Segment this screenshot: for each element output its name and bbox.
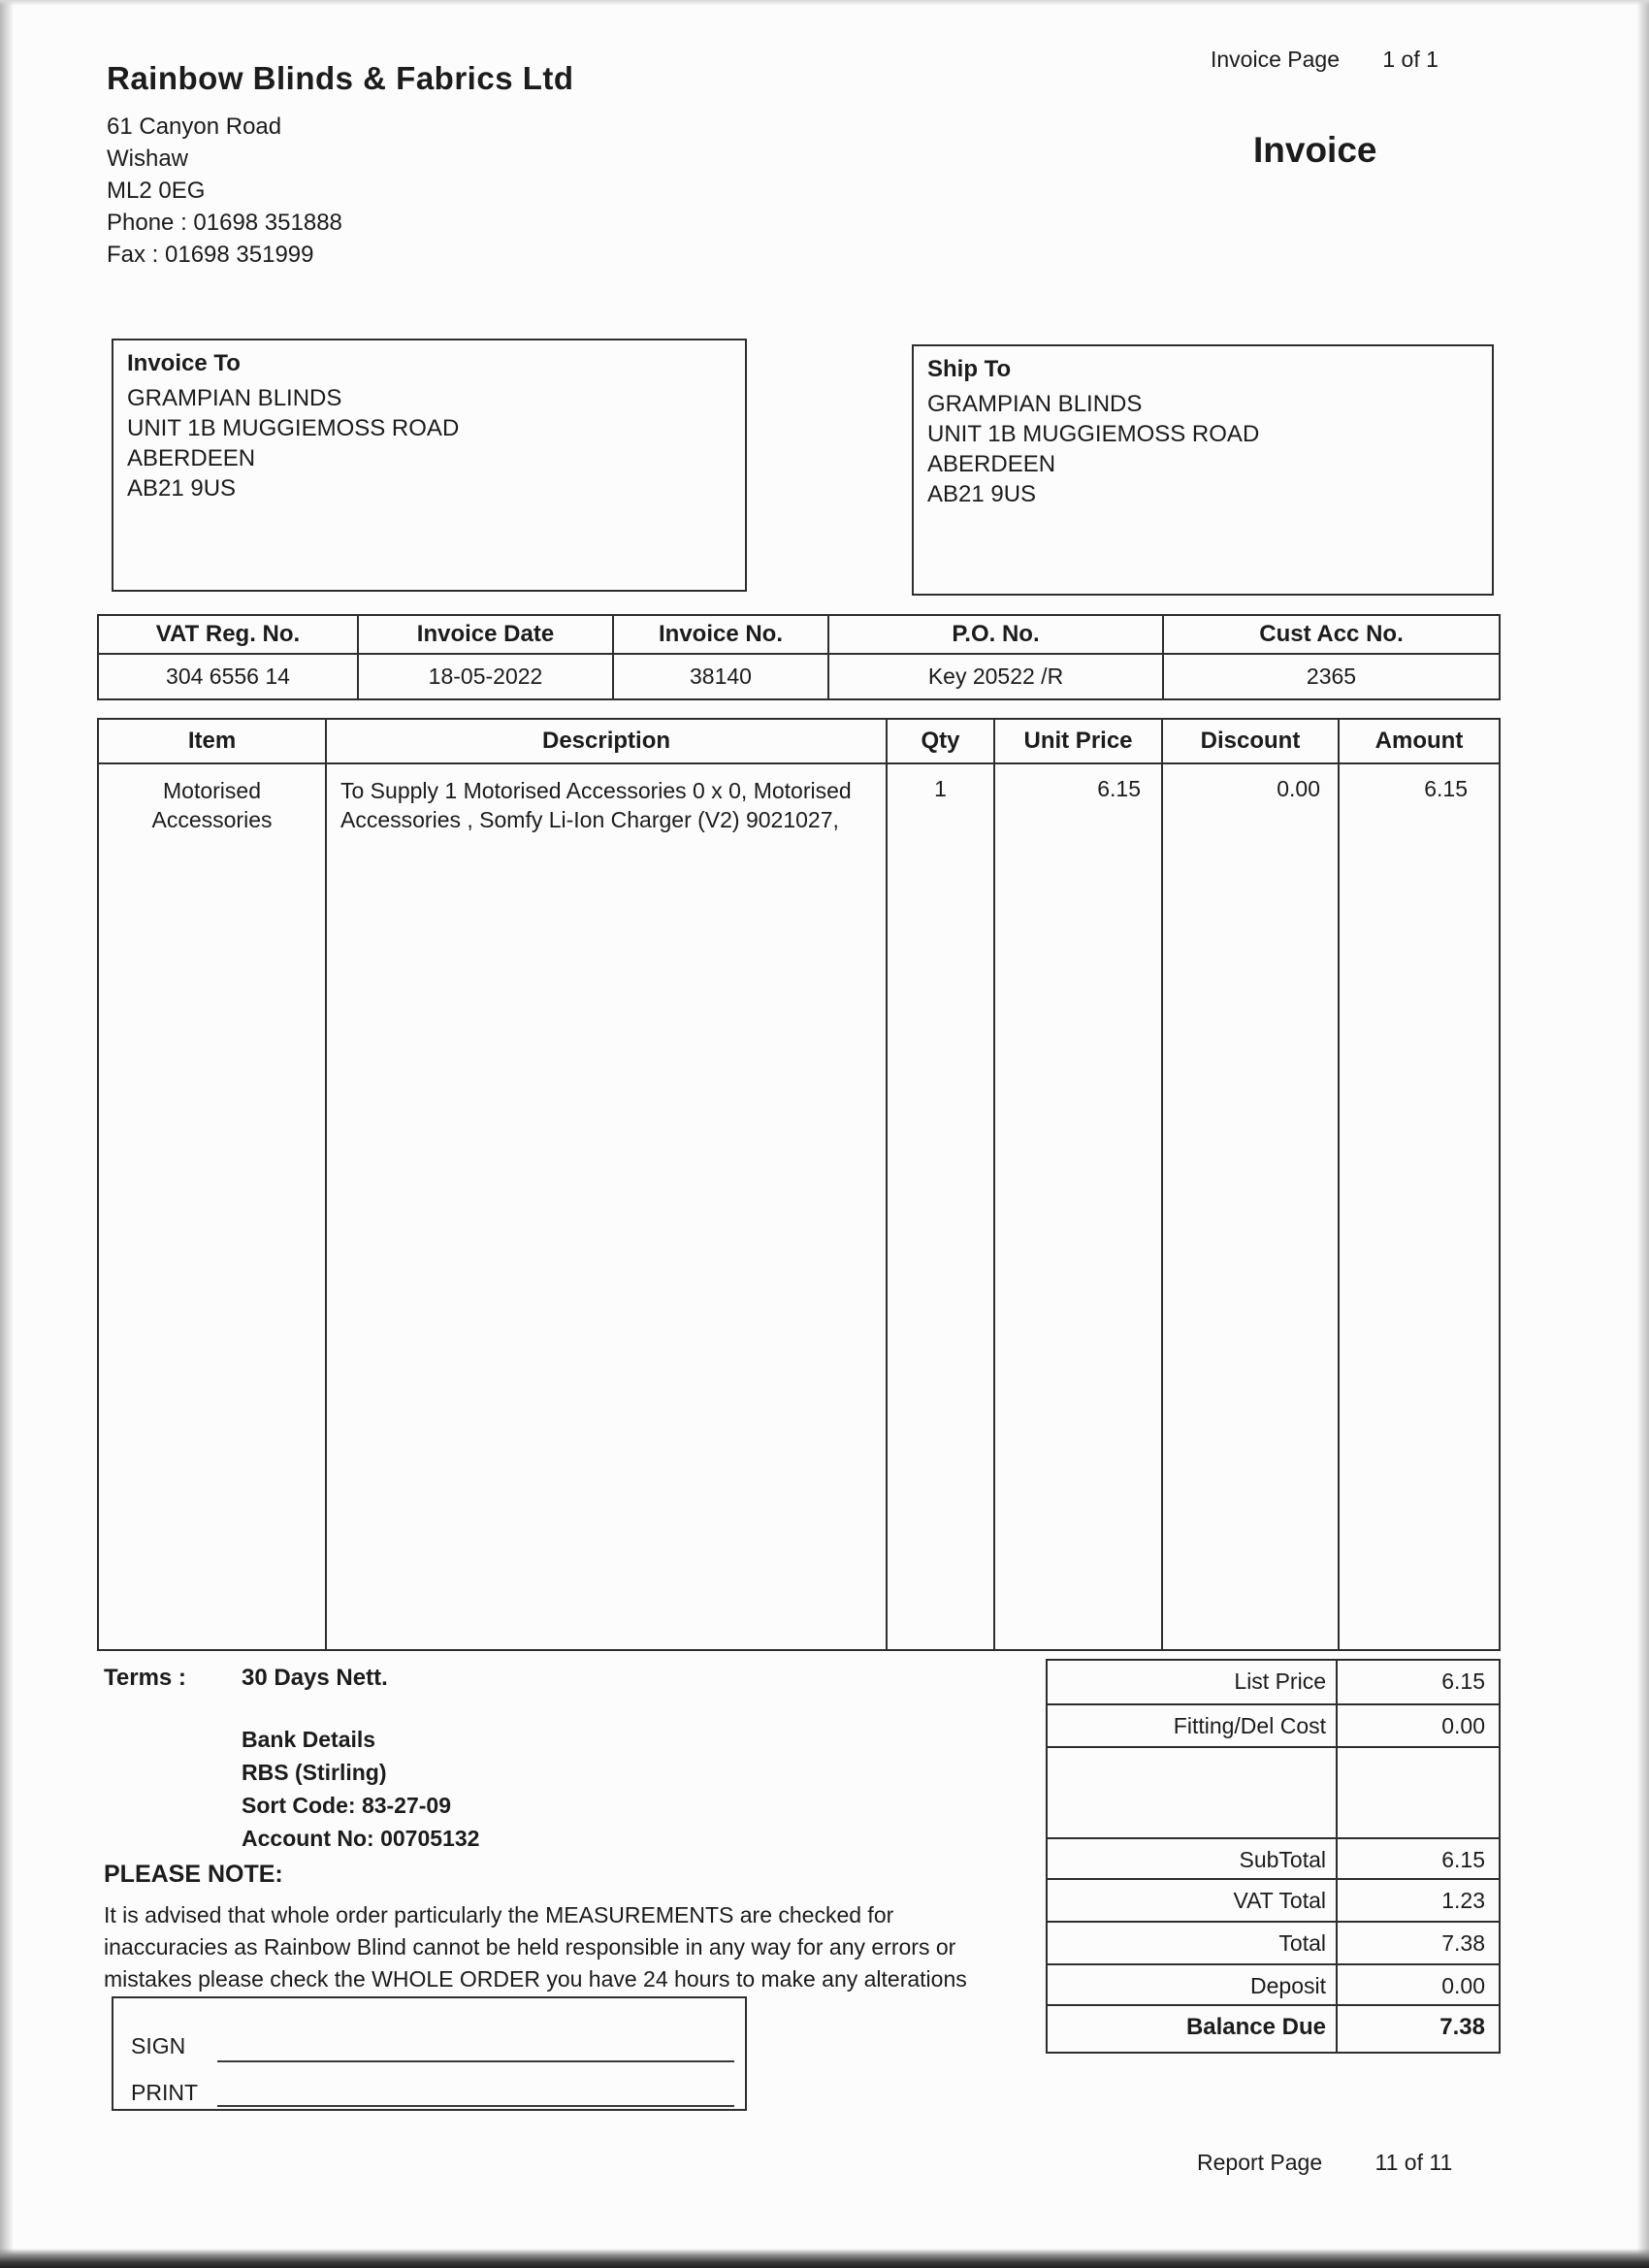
print-line	[217, 2082, 734, 2107]
signature-box	[112, 1996, 747, 2111]
invoice-to-line: AB21 9US	[127, 475, 237, 502]
sign-label: SIGN	[131, 2033, 186, 2058]
invoice-page-value: 1 of 1	[1382, 47, 1439, 72]
item-cell-discount: 0.00	[1161, 764, 1338, 1649]
totals-row-subtotal	[1048, 1839, 1499, 1880]
totals-value: 0.00	[1336, 1705, 1499, 1746]
totals-row-total	[1048, 1923, 1499, 1965]
totals-label: List Price	[1234, 1669, 1326, 1694]
ship-to-line: GRAMPIAN BLINDS	[927, 391, 1143, 417]
item-cell-description: To Supply 1 Motorised Accessories 0 x 0, Motorised Accessories , Somfy Li-Ion Charger (V2) 9021027,	[325, 764, 886, 1649]
totals-row-spacer	[1048, 1748, 1499, 1839]
invoice-to-line: GRAMPIAN BLINDS	[127, 385, 342, 411]
totals-value: 6.15	[1336, 1661, 1499, 1703]
items-header-qty: Qty	[886, 720, 993, 762]
line-items-table	[97, 718, 1501, 1651]
totals-value: 0.00	[1336, 1965, 1499, 2004]
ship-to-box	[912, 344, 1494, 596]
meta-header-row	[99, 616, 1499, 655]
items-header-description: Description	[325, 720, 886, 762]
invoice-to-line: ABERDEEN	[127, 445, 256, 471]
meta-header-date: Invoice Date	[357, 616, 612, 653]
meta-header-vat: VAT Reg. No.	[155, 621, 301, 647]
totals-label: VAT Total	[1233, 1888, 1326, 1913]
invoice-meta-table	[97, 614, 1501, 700]
bank-account-no: Account No: 00705132	[242, 1826, 480, 1851]
please-note-body: It is advised that whole order particularly the MEASUREMENTS are checked for inaccuracies as Rainbow Blind cannot be held responsible in any way for any errors or mistakes please check the WHOLE ORDER you have 24 hours to make any alterations	[104, 1902, 967, 1992]
company-header	[107, 60, 574, 271]
totals-label: SubTotal	[1239, 1847, 1326, 1872]
company-address-line2: Wishaw	[107, 146, 189, 172]
totals-row-fitting-del	[1048, 1705, 1499, 1748]
ship-to-label: Ship To	[927, 356, 1012, 382]
bank-details	[242, 1723, 479, 1855]
totals-label: Balance Due	[1185, 2014, 1326, 2040]
invoice-to-line: UNIT 1B MUGGIEMOSS ROAD	[127, 415, 460, 441]
meta-value-date: 18-05-2022	[357, 655, 612, 698]
report-page-value: 11 of 11	[1374, 2150, 1453, 2175]
item-cell-unit-price: 6.15	[993, 764, 1161, 1649]
items-body-row	[99, 764, 1499, 1649]
invoice-page-label: Invoice Page	[1211, 47, 1340, 72]
report-page-indicator	[1197, 2150, 1452, 2176]
sign-line	[217, 2037, 734, 2062]
meta-value-cust-acc: 2365	[1162, 655, 1499, 698]
please-note-title: PLEASE NOTE:	[104, 1861, 283, 1888]
item-cell-amount: 6.15	[1338, 764, 1499, 1649]
bank-details-title: Bank Details	[242, 1727, 376, 1752]
totals-value: 1.23	[1336, 1880, 1499, 1921]
items-header-row	[99, 720, 1499, 764]
invoice-to-box	[112, 339, 747, 592]
meta-header-cust-acc: Cust Acc No.	[1162, 616, 1499, 653]
terms-value: 30 Days Nett.	[242, 1665, 388, 1691]
totals-value: 7.38	[1336, 2006, 1499, 2052]
ship-to-line: UNIT 1B MUGGIEMOSS ROAD	[927, 421, 1260, 447]
totals-row-deposit	[1048, 1965, 1499, 2006]
meta-value-row	[99, 655, 1499, 698]
terms-label: Terms :	[104, 1665, 186, 1691]
totals-label: Fitting/Del Cost	[1173, 1713, 1326, 1738]
totals-table	[1046, 1659, 1501, 2054]
items-header-amount: Amount	[1338, 720, 1499, 762]
bank-name: RBS (Stirling)	[242, 1760, 387, 1785]
meta-header-po-no: P.O. No.	[827, 616, 1162, 653]
totals-value: 6.15	[1336, 1839, 1499, 1878]
item-cell-qty: 1	[886, 764, 993, 1649]
items-header-item: Item	[187, 728, 237, 754]
totals-label: Total	[1278, 1930, 1326, 1956]
totals-row-vat-total	[1048, 1880, 1499, 1923]
items-header-discount: Discount	[1161, 720, 1338, 762]
meta-value-vat: 304 6556 14	[166, 664, 290, 689]
report-page-label: Report Page	[1197, 2150, 1323, 2175]
meta-value-po-no: Key 20522 /R	[827, 655, 1162, 698]
print-label: PRINT	[131, 2080, 198, 2105]
company-name: Rainbow Blinds & Fabrics Ltd	[107, 60, 574, 96]
company-address-line3: ML2 0EG	[107, 178, 206, 204]
invoice-page-indicator	[1211, 47, 1502, 73]
bank-sort-code: Sort Code: 83-27-09	[242, 1793, 452, 1818]
totals-row-list-price	[1048, 1661, 1499, 1705]
item-cell-name: Motorised Accessories	[151, 778, 273, 832]
totals-row-balance-due	[1048, 2006, 1499, 2052]
totals-spacer-value	[1336, 1748, 1499, 1837]
items-header-unit-price: Unit Price	[993, 720, 1161, 762]
meta-value-invoice-no: 38140	[612, 655, 827, 698]
ship-to-line: AB21 9US	[927, 481, 1037, 507]
document-title: Invoice	[1253, 130, 1377, 170]
invoice-to-label: Invoice To	[127, 350, 241, 376]
company-address-line1: 61 Canyon Road	[107, 113, 282, 140]
totals-spacer-label	[1048, 1748, 1336, 1837]
meta-header-invoice-no: Invoice No.	[612, 616, 827, 653]
ship-to-line: ABERDEEN	[927, 451, 1056, 477]
company-phone: Phone : 01698 351888	[107, 210, 342, 236]
totals-label: Deposit	[1250, 1973, 1326, 1998]
company-fax: Fax : 01698 351999	[107, 242, 314, 268]
totals-value: 7.38	[1336, 1923, 1499, 1963]
